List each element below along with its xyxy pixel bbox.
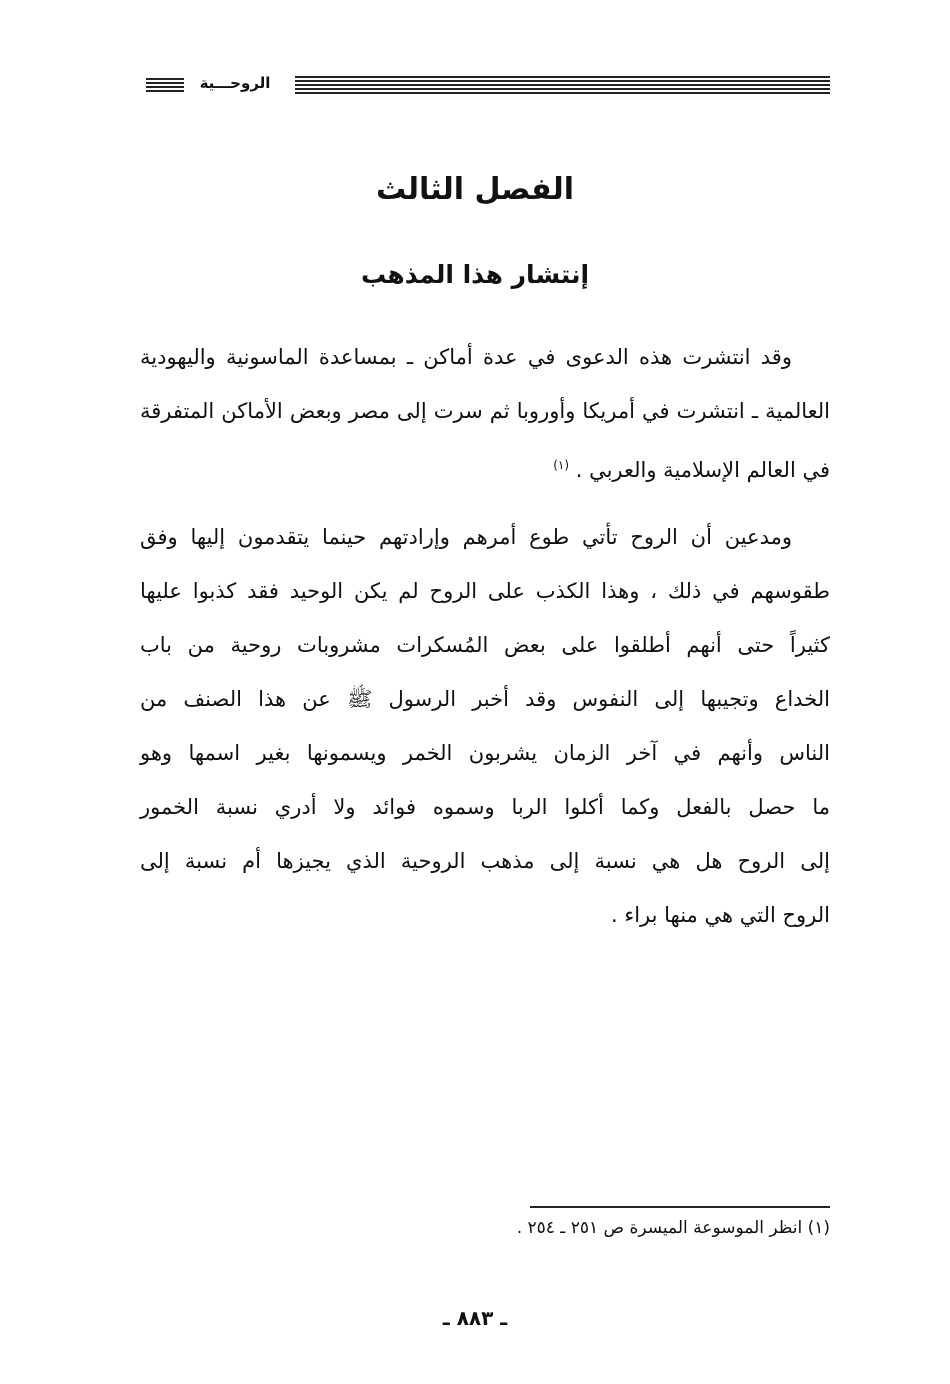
running-title: الروحـــية bbox=[199, 74, 271, 92]
text-line: الخداع وتجيبها إلى النفوس وقد أخبر الرسول ﷺ عن هذا الصنف من bbox=[140, 687, 830, 711]
text-line: طقوسهم في ذلك ، وهذا الكذب على الروح لم يكن الوحيد فقد كذبوا عليها bbox=[140, 579, 830, 603]
paragraph-2 bbox=[140, 510, 830, 942]
text-line: كثيراً حتى أنهم أطلقوا على بعض المُسكرات مشروبات روحية من باب bbox=[140, 633, 830, 657]
text-line: ومدعين أن الروح تأتي طوع أمرهم وإرادتهم حينما يتقدمون إليها وفق bbox=[140, 525, 792, 549]
text-line: الناس وأنهم في آخر الزمان يشربون الخمر ويسمونها بغير اسمها وهو bbox=[140, 741, 830, 765]
text-line: ما حصل بالفعل وكما أكلوا الربا وسموه فوائد ولا أدري نسبة الخمور bbox=[140, 795, 830, 819]
section-title: إنتشار هذا المذهب bbox=[360, 260, 590, 289]
footnote: (١) انظر الموسوعة الميسرة ص ٢٥١ ـ ٢٥٤ . bbox=[516, 1218, 830, 1238]
text-line: إلى الروح هل هي نسبة إلى مذهب الروحية الذي يجيزها أم نسبة إلى bbox=[140, 849, 830, 873]
header-rule bbox=[295, 76, 830, 96]
text-line bbox=[140, 438, 830, 492]
text-line-content: في العالم الإسلامية والعربي . bbox=[575, 458, 830, 482]
footnote-reference[interactable]: (١) bbox=[553, 458, 570, 472]
footnote-separator bbox=[530, 1206, 830, 1208]
text-line: الروح التي هي منها براء . bbox=[610, 903, 830, 927]
paragraph-1 bbox=[140, 330, 830, 492]
text-line: العالمية ـ انتشرت في أمريكا وأوروبا ثم سرت إلى مصر وبعض الأماكن المتفرقة bbox=[140, 399, 830, 423]
chapter-title: الفصل الثالث bbox=[375, 172, 574, 207]
text-line: وقد انتشرت هذه الدعوى في عدة أماكن ـ بمساعدة الماسونية واليهودية bbox=[140, 345, 792, 369]
page-number: ـ ٨٨٣ ـ bbox=[442, 1306, 508, 1330]
header-ornament-icon bbox=[146, 78, 184, 94]
